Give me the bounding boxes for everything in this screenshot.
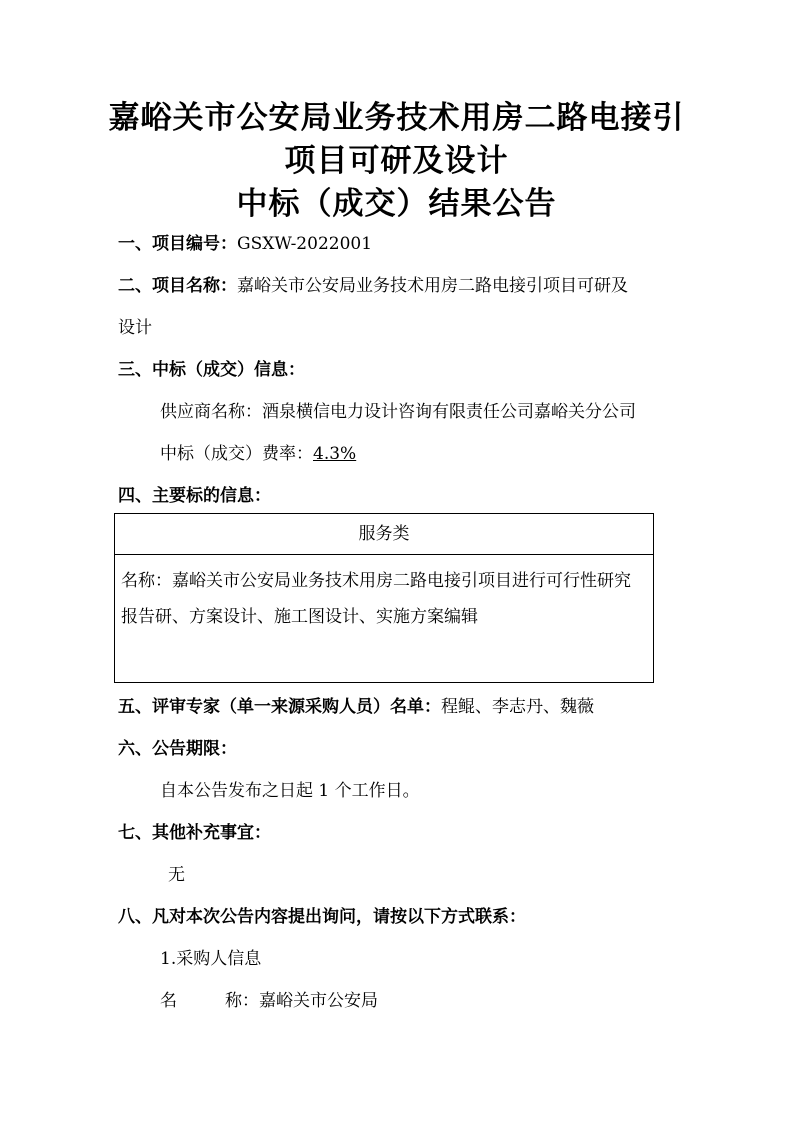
table-header: 服务类	[115, 514, 653, 555]
project-number-value: GSXW-2022001	[237, 234, 373, 254]
experts-row	[118, 695, 594, 719]
rate-label: 中标（成交）费率：	[160, 444, 313, 464]
project-number-heading: 一、项目编号：	[118, 234, 237, 254]
title-line-3: 中标（成交）结果公告	[236, 186, 557, 222]
project-name-value-line1: 嘉峪关市公安局业务技术用房二路电接引项目可研及	[237, 276, 628, 296]
notice-period-value: 自本公告发布之日起 1 个工作日。	[160, 781, 420, 801]
subject-info-heading: 四、主要标的信息：	[118, 486, 271, 506]
purchaser-name-row	[160, 989, 378, 1013]
contact-heading: 八、凡对本次公告内容提出询问，请按以下方式联系：	[118, 907, 526, 927]
purchaser-info-heading: 1.采购人信息	[160, 949, 262, 969]
title-line-1: 嘉峪关市公安局业务技术用房二路电接引	[108, 100, 685, 136]
supplier-row	[160, 400, 636, 424]
other-matters-value: 无	[168, 865, 185, 885]
rate-row	[160, 442, 356, 466]
section-project-number	[118, 232, 372, 256]
title-line-2: 项目可研及设计	[284, 143, 509, 179]
experts-value: 程鲲、李志丹、魏薇	[441, 697, 594, 717]
purchaser-name-label-b: 称：	[225, 991, 259, 1011]
subject-info-table	[114, 513, 654, 683]
section-project-name	[118, 274, 628, 298]
experts-heading: 五、评审专家（单一来源采购人员）名单：	[118, 697, 441, 717]
other-matters-heading: 七、其他补充事宜：	[118, 823, 271, 843]
project-name-heading: 二、项目名称：	[118, 276, 237, 296]
purchaser-name-value: 嘉峪关市公安局	[259, 991, 378, 1011]
supplier-label: 供应商名称：	[160, 402, 262, 422]
project-name-value-line2: 设计	[118, 318, 152, 338]
rate-value: 4.3%	[313, 444, 357, 464]
award-info-heading: 三、中标（成交）信息：	[118, 360, 305, 380]
purchaser-name-label-a: 名	[160, 991, 177, 1011]
supplier-value: 酒泉横信电力设计咨询有限责任公司嘉峪关分公司	[262, 402, 636, 422]
table-content: 名称：嘉峪关市公安局业务技术用房二路电接引项目进行可行性研究报告研、方案设计、施工图设计、实施方案编辑	[121, 571, 631, 627]
notice-period-heading: 六、公告期限：	[118, 739, 237, 759]
